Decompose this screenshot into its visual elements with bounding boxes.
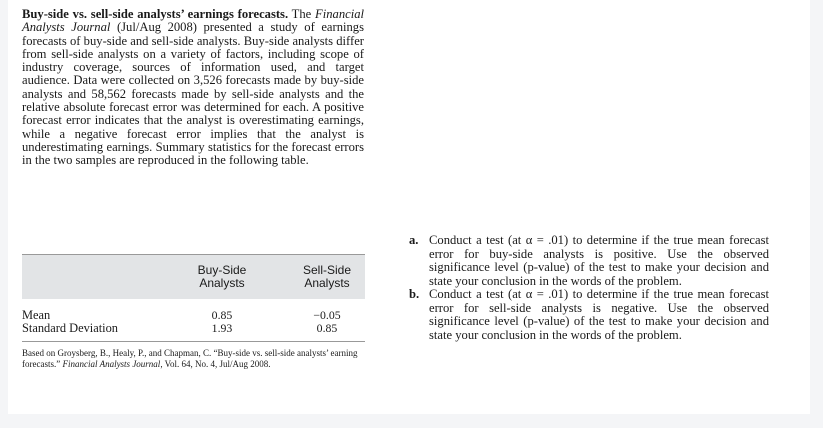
- header-sell-side: [287, 264, 367, 289]
- question-text: Conduct a test (at α = .01) to determine if the true mean forecast error for buy-side analysts is positive. Use the observed significance level (p-value) of the test to make your decision and state your conclusion in the words of the problem.: [429, 233, 769, 288]
- row-label: Standard Deviation: [22, 321, 119, 335]
- table-header: [22, 254, 365, 299]
- question-letter: b.: [409, 287, 420, 301]
- question-letter: a.: [409, 233, 419, 247]
- table-bottom-rule: [22, 341, 365, 342]
- buy-side-value: 1.93: [211, 321, 233, 335]
- source-text-1: Based on Groysberg, B., Healy, P., and Chapman, C. “Buy-side vs. sell-side analysts’ earning forecasts.”: [22, 348, 358, 370]
- sell-side-value: −0.05: [313, 308, 341, 322]
- table-row: [22, 322, 365, 335]
- table-source-note: [22, 348, 365, 370]
- header-buy-side-line2: Analysts: [199, 275, 245, 290]
- sell-side-value: 0.85: [316, 321, 338, 335]
- question-text: Conduct a test (at α = .01) to determine if the true mean forecast error for sell-side analysts is negative. Use the observed significance level (p-value) of the test to make your decision and state your conclusion in the words of the problem.: [429, 287, 769, 342]
- header-sell-side-line2: Analysts: [304, 275, 350, 290]
- problem-title: Buy-side vs. sell-side analysts’ earnings forecasts.: [22, 7, 289, 21]
- journal-name: Financial Analysts Journal: [22, 7, 364, 35]
- question-b: [407, 288, 769, 342]
- header-sell-side-line1: Sell-Side: [302, 263, 352, 277]
- source-text-2: , Vol. 64, No. 4, Jul/Aug 2008.: [160, 359, 271, 370]
- intro-text-2: (Jul/Aug 2008) presented a study of earnings forecasts of buy-side and sell-side analysts. Buy-side analysts differ from sell-side analysts on a variety of factors, including scope of industry coverage, sources of information used, and target audience. Data were collected on 3,526 forecasts made by buy-side analysts and 58,562 forecasts made by sell-side analysts and the relative absolute forecast error was determined for each. A positive forecast error indicates that the analyst is overestimating earnings, while a negative forecast error implies that the analyst is underestimating earnings. Summary statistics for the forecast errors in the two samples are reproduced in the following table.: [22, 20, 364, 168]
- buy-side-value: 0.85: [211, 308, 233, 322]
- question-a: [407, 234, 769, 288]
- question-list: [407, 234, 769, 342]
- intro-text-1: The: [288, 7, 316, 21]
- document-page: [8, 0, 810, 414]
- summary-table: [22, 254, 365, 370]
- header-buy-side-line1: Buy-Side: [197, 263, 247, 277]
- problem-intro: [22, 8, 364, 168]
- source-journal: Financial Analysts Journal: [62, 359, 161, 370]
- header-buy-side: [182, 264, 262, 289]
- row-label: Mean: [22, 308, 51, 322]
